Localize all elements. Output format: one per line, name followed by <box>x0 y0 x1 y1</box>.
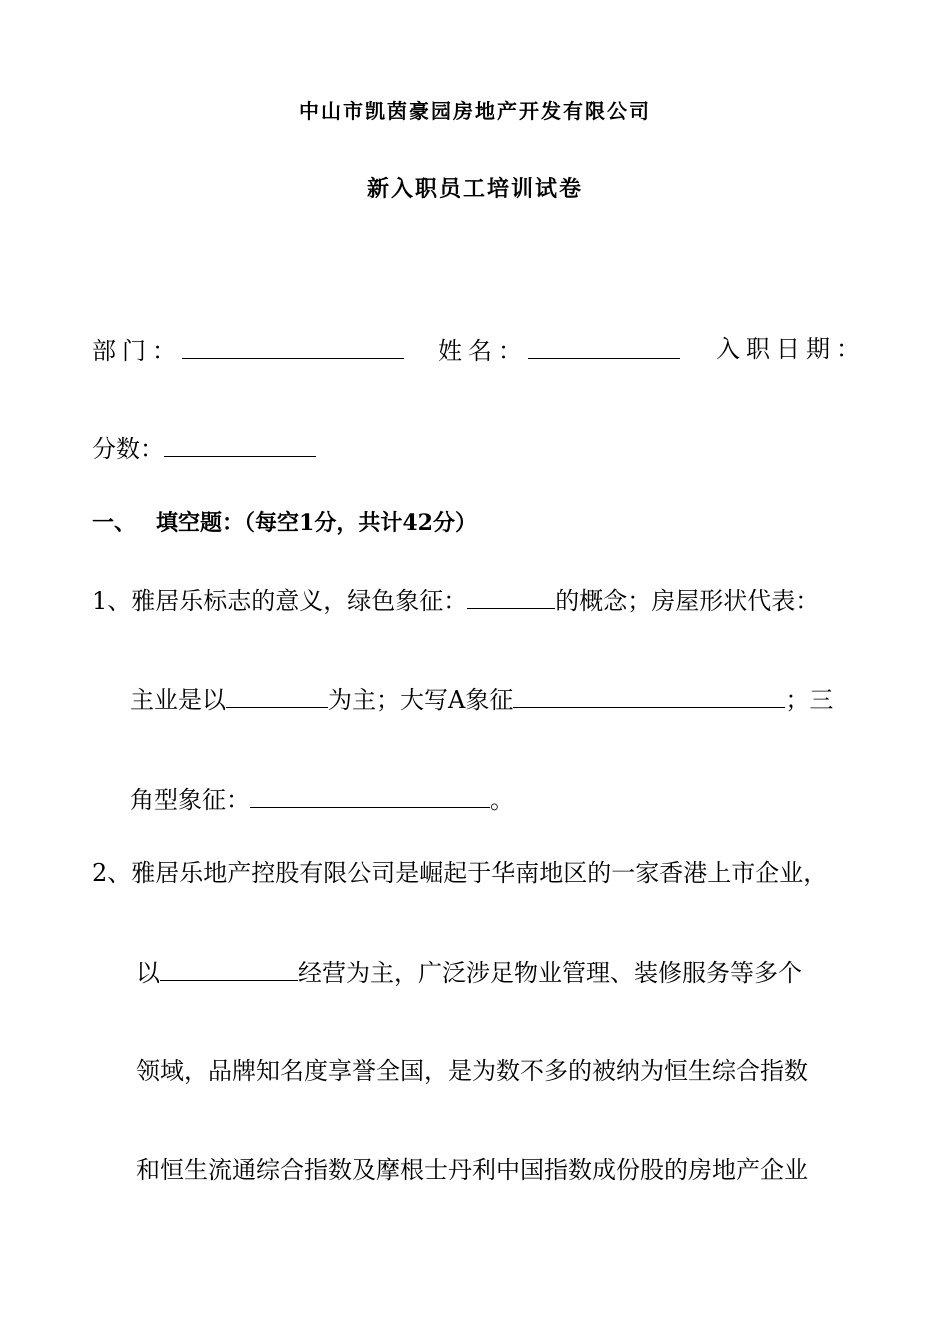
exam-title: 新入职员工培训试卷 <box>366 176 583 202</box>
q1-blank-3[interactable] <box>513 683 785 708</box>
question-1-line-1 <box>92 584 819 616</box>
score-label: 分数： <box>92 435 164 463</box>
name-label: 姓名： <box>438 337 528 365</box>
name-field[interactable] <box>528 334 680 359</box>
q1-blank-1[interactable] <box>467 584 555 609</box>
q1-text: 为主；大写A象征 <box>328 686 514 714</box>
q1-text: 角型象征： <box>130 786 250 814</box>
q1-text: 主业是以 <box>130 686 226 714</box>
question-1-line-3 <box>130 783 514 815</box>
q1-blank-2[interactable] <box>226 683 328 708</box>
q1-text: 的概念；房屋形状代表： <box>555 587 820 615</box>
q2-blank-1[interactable] <box>160 956 298 981</box>
q2-text: 以 <box>136 959 160 987</box>
section-number: 一、 <box>92 510 137 536</box>
question-2-line-2 <box>136 956 802 988</box>
question-2-line-4: 和恒生流通综合指数及摩根士丹利中国指数成份股的房地产企业 <box>136 1156 808 1184</box>
question-2-line-1: 2、雅居乐地产控股有限公司是崛起于华南地区的一家香港上市企业， <box>92 859 828 887</box>
info-row <box>92 334 404 366</box>
question-2-line-3: 领域，品牌知名度享誉全国，是为数不多的被纳为恒生综合指数 <box>136 1057 808 1085</box>
q2-text: 经营为主，广泛涉足物业管理、装修服务等多个 <box>298 959 802 987</box>
section-title: 填空题：（每空1分，共计42分） <box>156 510 477 536</box>
company-name: 中山市凯茵豪园房地产开发有限公司 <box>299 99 651 123</box>
q1-text: ；三 <box>785 686 834 714</box>
section-heading <box>92 508 477 538</box>
entry-date-label: 入职日期： <box>716 335 866 363</box>
score-field[interactable] <box>164 432 316 457</box>
question-1-line-2 <box>130 683 833 715</box>
q1-blank-4[interactable] <box>250 783 490 808</box>
department-label: 部门： <box>92 337 182 365</box>
q1-text: 。 <box>490 786 514 814</box>
name-group <box>438 334 680 366</box>
score-row <box>92 432 316 464</box>
entry-date-group <box>716 334 866 364</box>
department-field[interactable] <box>182 334 404 359</box>
q1-text: 1、雅居乐标志的意义，绿色象征： <box>92 587 468 615</box>
